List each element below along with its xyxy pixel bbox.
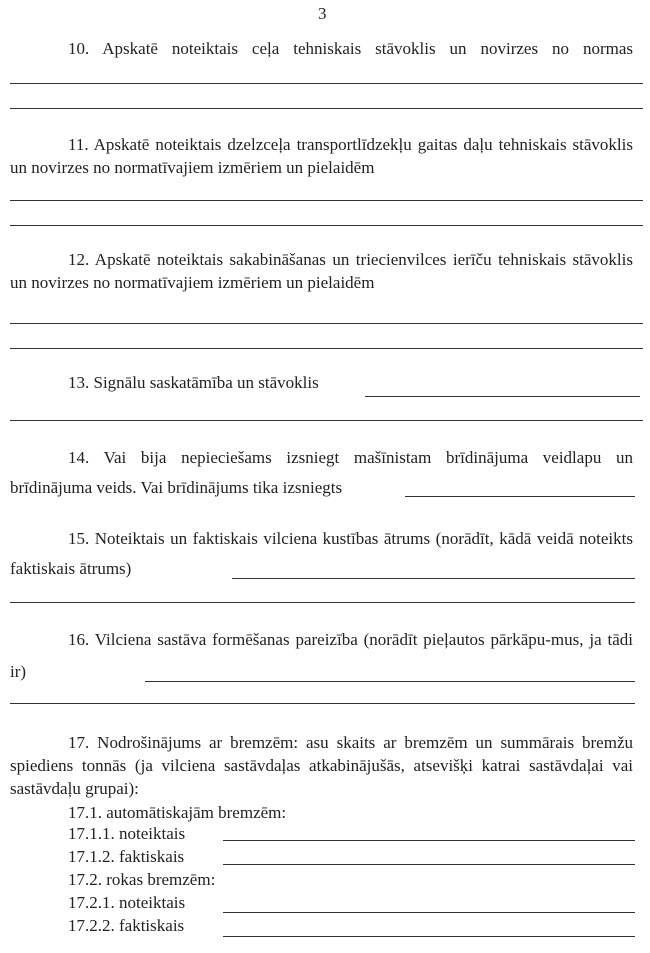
item-17-2-label: 17.2. rokas bremzēm: bbox=[68, 870, 216, 889]
item-11-text: 11. Apskatē noteiktais dzelzceļa transportlīdzekļu gaitas daļu tehniskais stāvoklis un novirzes no normatīvajiem izmēriem un pielaidēm bbox=[10, 135, 633, 177]
item-13-text: 13. Signālu saskatāmība un stāvoklis bbox=[68, 373, 319, 392]
item-11-answer-line-1[interactable] bbox=[10, 200, 643, 201]
item-17-1-1-label: 17.1.1. noteiktais bbox=[68, 824, 186, 843]
item-12-text: 12. Apskatē noteiktais sakabināšanas un triecienvilces ierīču tehniskais stāvoklis un novirzes no normatīvajiem izmēriem un pielaidēm bbox=[10, 250, 633, 292]
item-12-answer-line-2[interactable] bbox=[10, 348, 643, 349]
item-17-2-1-answer-line[interactable] bbox=[223, 912, 635, 913]
item-14-text: 14. Vai bija nepieciešams izsniegt mašīnistam brīdinājuma veidlapu un brīdinājuma veids. Vai brīdinājums tika izsniegts bbox=[10, 448, 633, 497]
item-13-answer-line-1[interactable] bbox=[365, 396, 640, 397]
item-15-answer-line-2[interactable] bbox=[10, 602, 635, 603]
item-16-answer-line-1[interactable] bbox=[145, 681, 635, 682]
item-14-answer-line[interactable] bbox=[405, 496, 635, 497]
item-17-1-2-label: 17.1.2. faktiskais bbox=[68, 847, 185, 866]
item-16-text: 16. Vilciena sastāva formēšanas pareizība (norādīt pieļautos pārkāpu-mus, ja tādi ir) bbox=[10, 630, 633, 681]
item-15-answer-line-1[interactable] bbox=[232, 578, 635, 579]
item-15-text: 15. Noteiktais un faktiskais vilciena kustības ātrums (norādīt, kādā veidā noteikts faktiskais ātrums) bbox=[10, 529, 633, 578]
item-11-answer-line-2[interactable] bbox=[10, 225, 643, 226]
item-10-text: 10. Apskatē noteiktais ceļa tehniskais stāvoklis un novirzes no normas bbox=[68, 39, 633, 58]
item-17-2-1-label: 17.2.1. noteiktais bbox=[68, 893, 186, 912]
item-17-1-2-answer-line[interactable] bbox=[223, 864, 635, 865]
item-12-answer-line-1[interactable] bbox=[10, 323, 643, 324]
item-17-2-2-answer-line[interactable] bbox=[223, 936, 635, 937]
item-17-2-2-label: 17.2.2. faktiskais bbox=[68, 916, 185, 935]
item-13-answer-line-2[interactable] bbox=[10, 420, 643, 421]
item-17-text: 17. Nodrošinājums ar bremzēm: asu skaits ar bremzēm un summārais bremžu spiediens tonnās (ja vilciena sastāvdaļas atkabinājušās, atsevišķi katrai sastāvdaļai vai sastāvdaļu grupai): bbox=[10, 733, 633, 798]
item-10-answer-line-2[interactable] bbox=[10, 108, 643, 109]
item-10-answer-line-1[interactable] bbox=[10, 83, 643, 84]
item-17-1-label: 17.1. automātiskajām bremzēm: bbox=[68, 803, 287, 822]
page-number: 3 bbox=[318, 4, 327, 23]
item-16-answer-line-2[interactable] bbox=[10, 703, 635, 704]
item-17-1-1-answer-line[interactable] bbox=[223, 840, 635, 841]
